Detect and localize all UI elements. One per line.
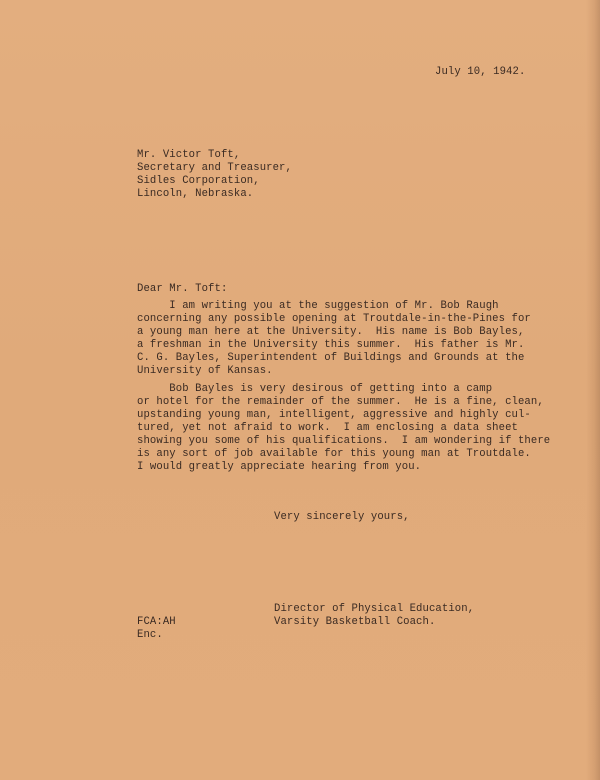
paragraph-line: a freshman in the University this summer. His father is Mr. xyxy=(137,339,525,351)
enclosure-line: Enc. xyxy=(137,629,163,641)
recipient-line: Mr. Victor Toft, xyxy=(137,149,241,161)
paragraph-line: I would greatly appreciate hearing from you. xyxy=(137,461,422,473)
salutation: Dear Mr. Toft: xyxy=(137,283,228,295)
signature-title: Director of Physical Education, xyxy=(274,603,475,615)
paragraph-line: showing you some of his qualifications. I am wondering if there xyxy=(137,435,551,447)
paragraph-line: is any sort of job available for this young man at Troutdale. xyxy=(137,448,531,460)
signature-title: Varsity Basketball Coach. xyxy=(274,616,436,628)
paragraph-line: concerning any possible opening at Troutdale-in-the-Pines for xyxy=(137,313,531,325)
paragraph-line: University of Kansas. xyxy=(137,365,273,377)
closing: Very sincerely yours, xyxy=(274,511,410,523)
paragraph-line: or hotel for the remainder of the summer. He is a fine, clean, xyxy=(137,396,544,408)
paper-edge-shadow xyxy=(586,0,600,780)
recipient-line: Sidles Corporation, xyxy=(137,175,260,187)
reference-line: FCA:AH xyxy=(137,616,176,628)
paragraph-line: a young man here at the University. His name is Bob Bayles, xyxy=(137,326,525,338)
paragraph-line: tured, yet not afraid to work. I am enclosing a data sheet xyxy=(137,422,518,434)
recipient-line: Secretary and Treasurer, xyxy=(137,162,292,174)
paragraph-line: Bob Bayles is very desirous of getting into a camp xyxy=(137,383,493,395)
letter-date: July 10, 1942. xyxy=(435,66,526,78)
recipient-line: Lincoln, Nebraska. xyxy=(137,188,254,200)
paragraph-line: C. G. Bayles, Superintendent of Buildings and Grounds at the xyxy=(137,352,525,364)
paragraph-line: upstanding young man, intelligent, aggressive and highly cul- xyxy=(137,409,531,421)
paragraph-line: I am writing you at the suggestion of Mr. Bob Raugh xyxy=(137,300,499,312)
